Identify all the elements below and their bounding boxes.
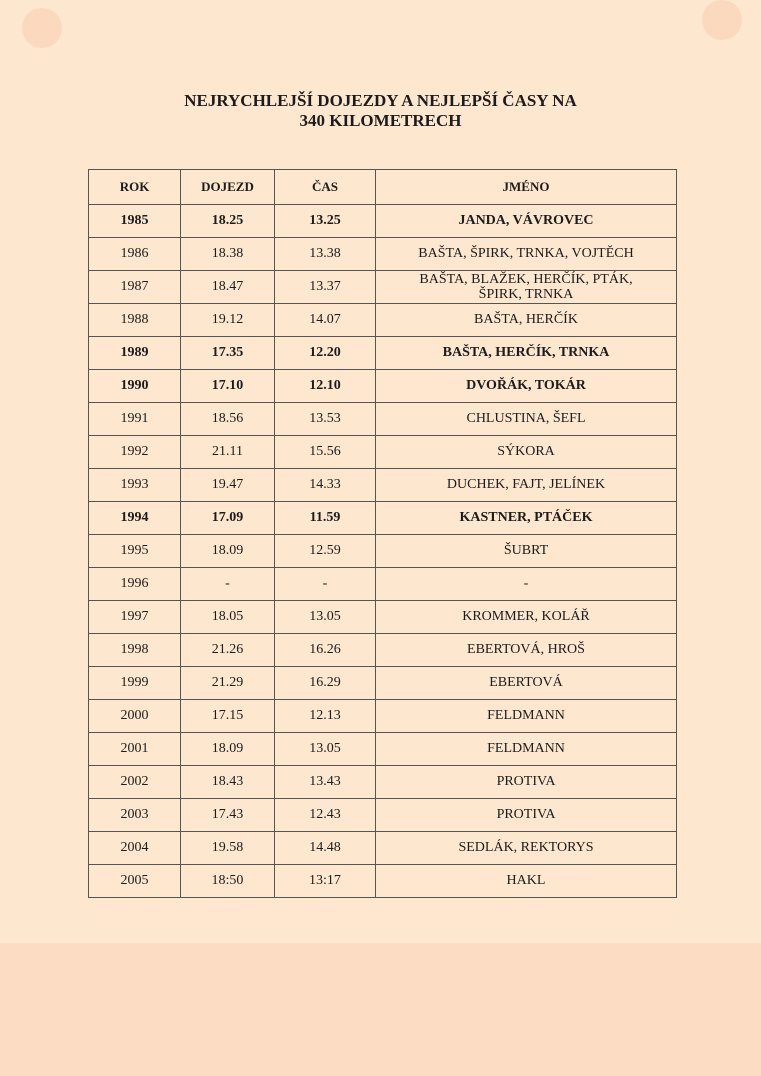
cell-jmeno: DVOŘÁK, TOKÁR (376, 370, 677, 403)
cell-cas: 14.33 (275, 469, 376, 502)
table-row (89, 370, 677, 403)
cell-jmeno-line-2: ŠPIRK, TRNKA (478, 287, 574, 302)
table-row (89, 865, 677, 898)
cell-dojezd: 18.47 (181, 271, 275, 304)
table-row (89, 271, 677, 304)
table-row (89, 469, 677, 502)
cell-jmeno: DUCHEK, FAJT, JELÍNEK (376, 469, 677, 502)
cell-rok: 2005 (89, 865, 181, 898)
cell-jmeno: PROTIVA (376, 799, 677, 832)
cell-dojezd: 18.25 (181, 205, 275, 238)
cell-rok: 1990 (89, 370, 181, 403)
cell-dojezd: 18.43 (181, 766, 275, 799)
cell-dojezd: 19.58 (181, 832, 275, 865)
title-line-2: 340 KILOMETRECH (299, 111, 462, 130)
cell-rok: 1998 (89, 634, 181, 667)
table-row (89, 733, 677, 766)
cell-cas: 14.48 (275, 832, 376, 865)
cell-rok: 1986 (89, 238, 181, 271)
cell-dojezd: 17.43 (181, 799, 275, 832)
cell-jmeno: KASTNER, PTÁČEK (376, 502, 677, 535)
cell-jmeno: FELDMANN (376, 733, 677, 766)
cell-cas: 13.53 (275, 403, 376, 436)
cell-cas: 13.37 (275, 271, 376, 304)
title-line-1: NEJRYCHLEJŠÍ DOJEZDY A NEJLEPŠÍ ČASY NA (184, 91, 577, 110)
table-row (89, 502, 677, 535)
table-row (89, 403, 677, 436)
cell-rok: 1994 (89, 502, 181, 535)
cell-jmeno: SÝKORA (376, 436, 677, 469)
cell-jmeno: ŠUBRT (376, 535, 677, 568)
cell-rok: 1991 (89, 403, 181, 436)
cell-jmeno: CHLUSTINA, ŠEFL (376, 403, 677, 436)
cell-dojezd: 18.09 (181, 535, 275, 568)
cell-cas: 14.07 (275, 304, 376, 337)
cell-jmeno: EBERTOVÁ, HROŠ (376, 634, 677, 667)
header-dojezd: DOJEZD (181, 170, 275, 205)
cell-rok: 1992 (89, 436, 181, 469)
cell-rok: 2002 (89, 766, 181, 799)
document-title (0, 91, 761, 131)
cell-cas: 13.43 (275, 766, 376, 799)
cell-cas: 12.10 (275, 370, 376, 403)
cell-cas: - (275, 568, 376, 601)
table-row (89, 601, 677, 634)
cell-rok: 2003 (89, 799, 181, 832)
cell-rok: 1985 (89, 205, 181, 238)
table-row (89, 568, 677, 601)
cell-jmeno: - (376, 568, 677, 601)
cell-dojezd: 17.10 (181, 370, 275, 403)
cell-cas: 15.56 (275, 436, 376, 469)
table-row (89, 205, 677, 238)
table-row (89, 535, 677, 568)
punch-hole-left (22, 8, 62, 48)
cell-rok: 1999 (89, 667, 181, 700)
table-body (89, 205, 677, 898)
cell-cas: 16.26 (275, 634, 376, 667)
table-row (89, 337, 677, 370)
records-table (88, 169, 677, 898)
table-row (89, 766, 677, 799)
table-row (89, 238, 677, 271)
cell-jmeno: PROTIVA (376, 766, 677, 799)
cell-jmeno: BAŠTA, HERČÍK, TRNKA (376, 337, 677, 370)
header-rok: ROK (89, 170, 181, 205)
cell-rok: 2001 (89, 733, 181, 766)
cell-cas: 12.43 (275, 799, 376, 832)
table-row (89, 832, 677, 865)
cell-rok: 1989 (89, 337, 181, 370)
paper-bottom-band (0, 943, 761, 1076)
cell-jmeno: FELDMANN (376, 700, 677, 733)
cell-cas: 12.59 (275, 535, 376, 568)
cell-cas: 16.29 (275, 667, 376, 700)
table-row (89, 667, 677, 700)
punch-hole-right (702, 0, 742, 40)
cell-jmeno: SEDLÁK, REKTORYS (376, 832, 677, 865)
cell-rok: 1993 (89, 469, 181, 502)
table-row (89, 436, 677, 469)
cell-cas: 13.05 (275, 733, 376, 766)
cell-cas: 12.13 (275, 700, 376, 733)
cell-dojezd: - (181, 568, 275, 601)
cell-jmeno: EBERTOVÁ (376, 667, 677, 700)
cell-dojezd: 21.29 (181, 667, 275, 700)
header-cas: ČAS (275, 170, 376, 205)
cell-cas: 13.25 (275, 205, 376, 238)
cell-rok: 2004 (89, 832, 181, 865)
cell-cas: 13.05 (275, 601, 376, 634)
cell-dojezd: 17.15 (181, 700, 275, 733)
table-row (89, 799, 677, 832)
cell-cas: 13.38 (275, 238, 376, 271)
cell-cas: 13:17 (275, 865, 376, 898)
cell-jmeno-line-1: BAŠTA, BLAŽEK, HERČÍK, PTÁK, (419, 272, 633, 287)
cell-jmeno: JANDA, VÁVROVEC (376, 205, 677, 238)
cell-jmeno (376, 271, 677, 304)
cell-dojezd: 18:50 (181, 865, 275, 898)
cell-dojezd: 17.09 (181, 502, 275, 535)
cell-dojezd: 19.12 (181, 304, 275, 337)
table-row (89, 634, 677, 667)
cell-jmeno: BAŠTA, ŠPIRK, TRNKA, VOJTĚCH (376, 238, 677, 271)
cell-jmeno: HAKL (376, 865, 677, 898)
cell-dojezd: 18.05 (181, 601, 275, 634)
table-row (89, 700, 677, 733)
cell-dojezd: 17.35 (181, 337, 275, 370)
cell-rok: 1997 (89, 601, 181, 634)
cell-dojezd: 18.38 (181, 238, 275, 271)
cell-dojezd: 19.47 (181, 469, 275, 502)
cell-rok: 1995 (89, 535, 181, 568)
table-row (89, 304, 677, 337)
header-jmeno: JMÉNO (376, 170, 677, 205)
cell-dojezd: 18.56 (181, 403, 275, 436)
cell-jmeno: KROMMER, KOLÁŘ (376, 601, 677, 634)
cell-rok: 2000 (89, 700, 181, 733)
cell-jmeno: BAŠTA, HERČÍK (376, 304, 677, 337)
cell-dojezd: 18.09 (181, 733, 275, 766)
cell-cas: 12.20 (275, 337, 376, 370)
cell-dojezd: 21.26 (181, 634, 275, 667)
cell-dojezd: 21.11 (181, 436, 275, 469)
cell-cas: 11.59 (275, 502, 376, 535)
cell-rok: 1996 (89, 568, 181, 601)
cell-rok: 1988 (89, 304, 181, 337)
cell-rok: 1987 (89, 271, 181, 304)
table-header-row (89, 170, 677, 205)
